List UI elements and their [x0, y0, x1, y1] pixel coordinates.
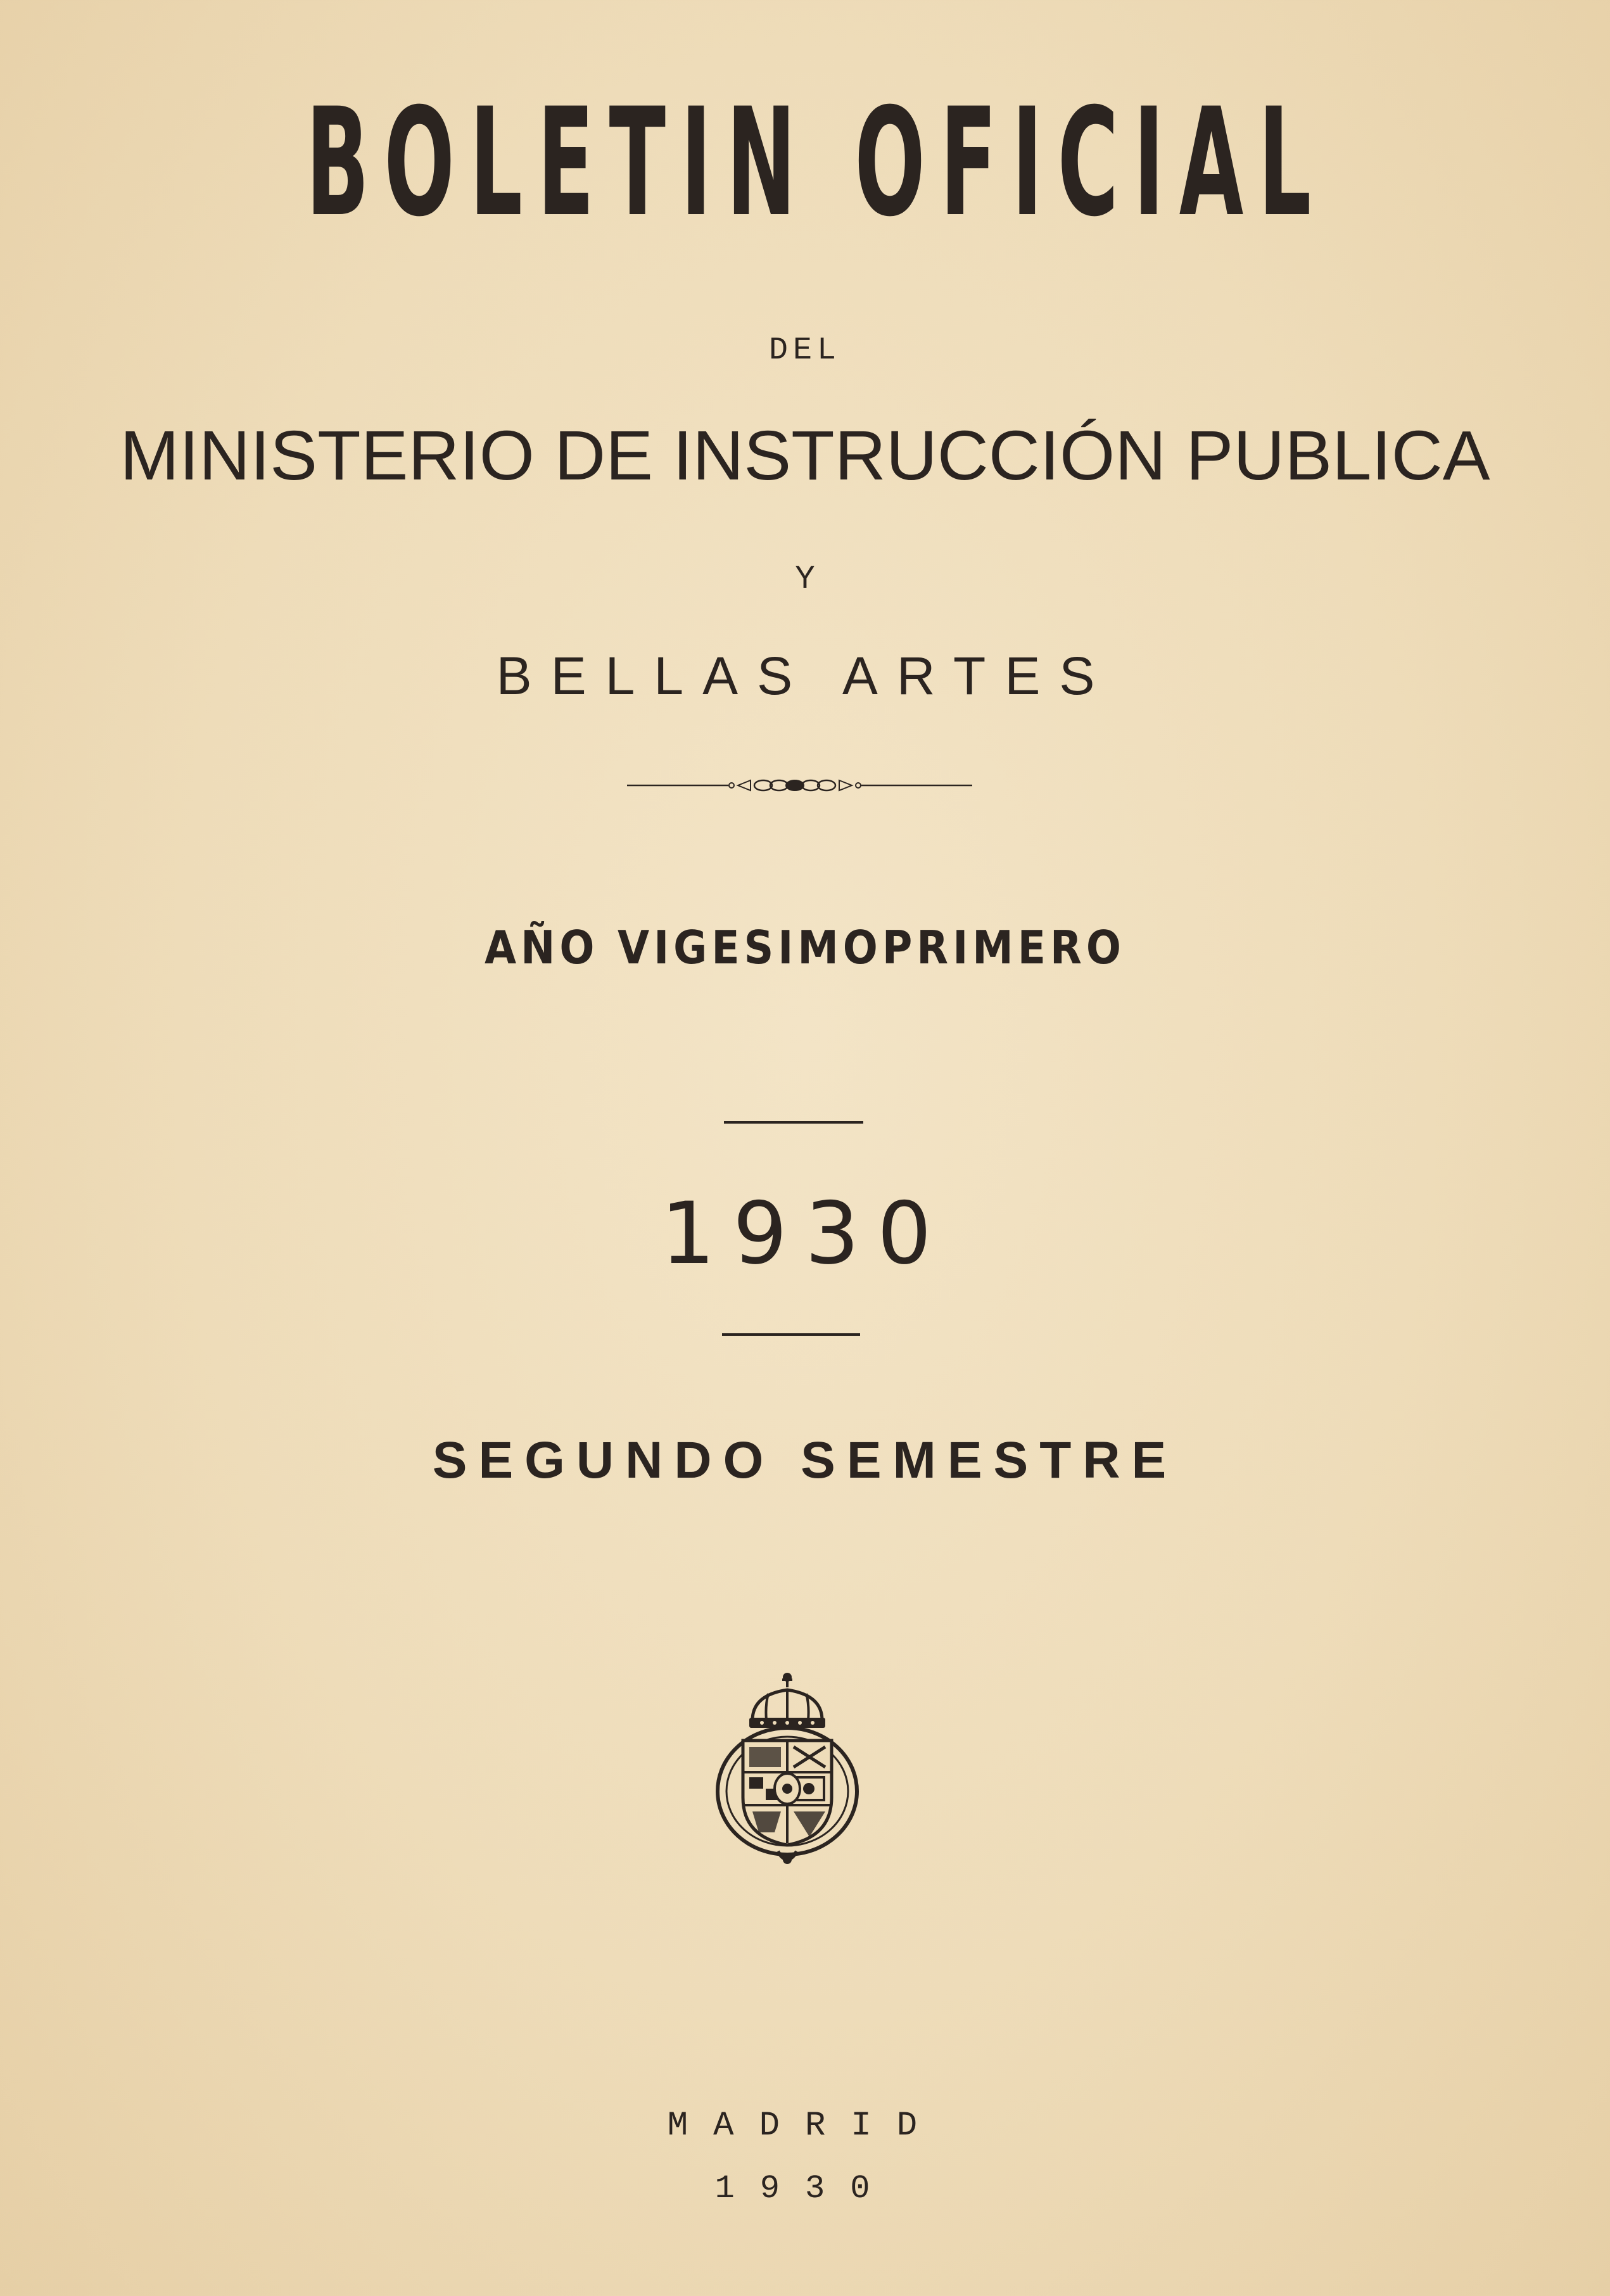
ministry-name: MINISTERIO DE INSTRUCCIÓN PUBLICA — [120, 417, 1490, 495]
conjunction-label: Y — [795, 561, 815, 598]
page-title: BOLETIN OFICIAL — [305, 77, 1326, 250]
del-label: DEL — [768, 333, 841, 369]
year-ordinal-label: AÑO VIGESIMOPRIMERO — [485, 921, 1125, 974]
imprint-city: MADRID — [667, 2107, 943, 2145]
coat-of-arms-icon — [714, 1671, 860, 1867]
edition-year: 1930 — [661, 1184, 949, 1283]
divider-rule — [722, 1333, 860, 1336]
divider-rule — [724, 1121, 863, 1124]
ornamental-divider-icon — [627, 773, 972, 798]
bellas-artes-label: BELLAS ARTES — [496, 646, 1114, 706]
imprint-year: 1930 — [714, 2170, 896, 2207]
semester-label: SEGUNDO SEMESTRE — [432, 1431, 1178, 1489]
